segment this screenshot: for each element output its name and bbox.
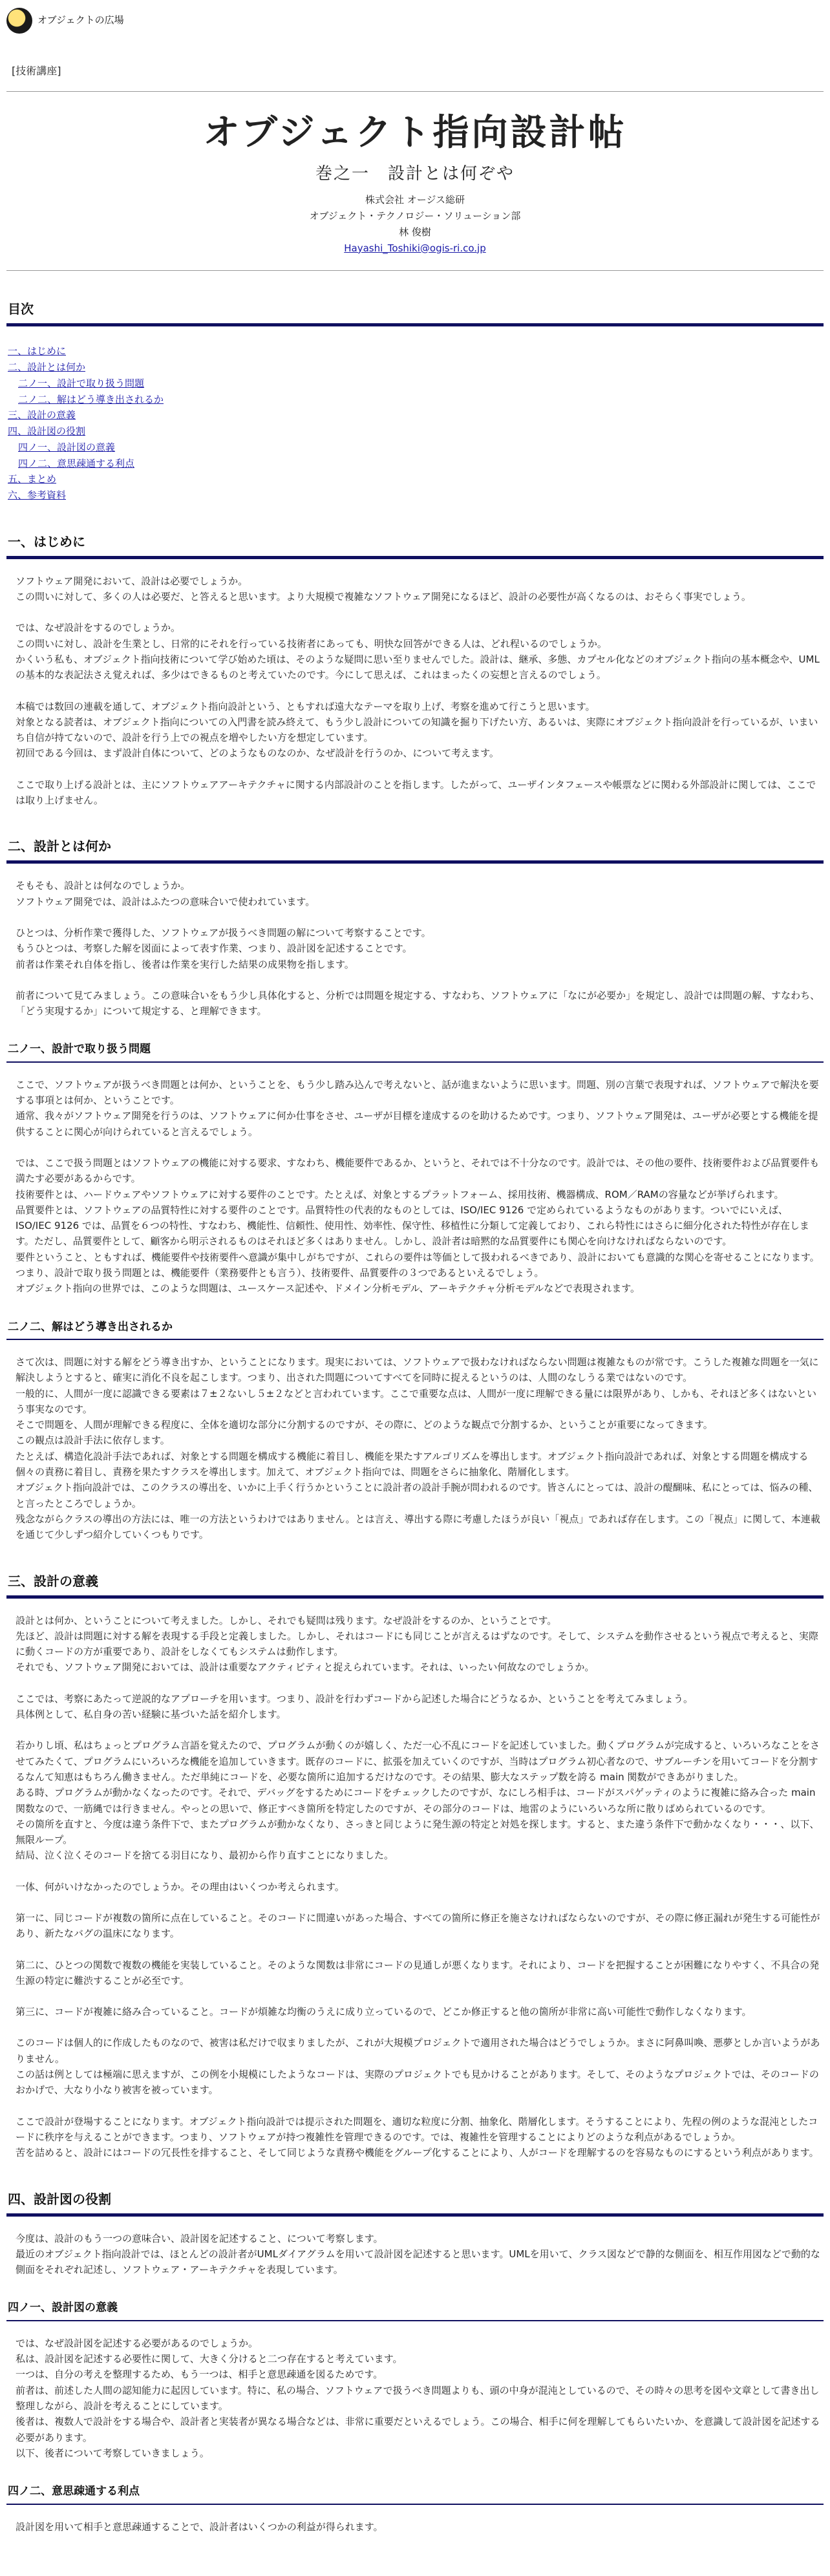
table-of-contents [8,343,824,504]
paragraph: 設計図を用いて相手と意思疎通することで、設計者はいくつかの利益が得られます。 [16,2520,383,2533]
section-content [16,1354,821,1543]
paragraph: では、なぜ設計をするのでしょうか。 この問いに対し、設計を生業とし、日常的にそれを行っている技術者にあっても、明快な回答ができる人は、どれ程いるのでしょうか。 かくいう私も、オブジェクト指向技術について学び始めた頃は、そのような疑問に思い至りませんでした。設計は、継承、多態、カプセル化などのオブジェクト指向の基本概念や、UMLの基本的な表記法さえ覚えれば、多少はできるものと考えていたのです。今にして思えば、これはまったくの妄想と言えるのでしょう。 [16,622,820,681]
section-content [16,1613,821,2161]
paragraph: 第一に、同じコードが複数の箇所に点在していること。そのコードに間違いがあった場合、すべての箇所に修正を施さなければならないのですが、その際に修正漏れが発生する可能性があり、新たなバグの温床になります。 [16,1911,820,1940]
author-email-link[interactable]: Hayashi_Toshiki@ogis-ri.co.jp [344,242,486,254]
site-header [0,0,830,39]
toc-link[interactable]: 六、参考資料 [8,489,67,502]
toc-link[interactable]: 四、設計図の役割 [8,425,86,438]
paragraph: ここで設計が登場することになります。オブジェクト指向設計では提示された問題を、適切な粒度に分割、抽象化、階層化します。そうすることにより、先程の例のような混沌としたコードに秩序を与えることができます。つまり、ソフトウェアが持つ複雑性を管理できるのです。では、複雑性を管理することによりどのような利点があるでしょうか。 苦を詰めると、設計にはコードの冗長性を排すること、そして同じような責務や機能をグループ化することにより、人がコードを理解するのを容易なものにするという利点があります。 [16,2115,819,2159]
toc-heading: 目次 [6,299,824,326]
page-title: オブジェクト指向設計帖 [203,111,627,154]
category-label: [技術講座] [12,65,61,77]
toc-link[interactable]: 三、設計の意義 [8,409,76,421]
divider [6,270,824,271]
paragraph: 若かりし頃、私はちょっとプログラム言語を覚えたので、プログラムが動くのが嬉しく、ただ一心不乱にコードを記述していました。動くプログラムが完成すると、いろいろなことをさせてみたくて、プログラムにいろいろな機能を追加していきます。既存のコードに、拡張を加えていくのですが、当時はプログラム初心者なので、サブルーチンを用いてコードを分割するなんて知恵はもちろん働きません。ただ単純にコードを、必要な箇所に追加するだけなのです。その結果、膨大なステップ数を誇る main 関数ができあがりました。 ある時、プログラムが動かなくなったのです。それで、デバッグをするためにコードをチェックしたのですが、なにしろ相手は、コードがスパゲッティのように複雑に絡み合った main 関数なので、一筋縄では行きません。やっとの思いで、修正すべき箇所を特定したのですが、その部分のコードは、地雷のようにいろいろな所に散りばめられているのです。 その箇所を直すと、今度は違う条件下で、またプログラムが動かなくなり、さっきと同じように発生源の特定と対処を探します。すると、また違う条件下で動かなくなり・・・、以下、無限ループ。 結局、泣く泣くそのコードを捨てる羽目になり、最初から作り直すことになりました。 [16,1740,820,1862]
subsection-heading: 二ノ二、解はどう導き出されるか [6,1319,824,1340]
paragraph: ひとつは、分析作業で獲得した、ソフトウェアが扱うべき問題の解について考察することです。 もうひとつは、考察した解を図面によって表す作業、つまり、設計図を記述することです。 前者は作業それ自体を指し、後者は作業を実行した結果の成果物を指します。 [16,926,431,970]
subsection-heading: 四ノ二、意思疎通する利点 [6,2483,824,2504]
toc-link[interactable]: 四ノ二、意思疎通する利点 [18,457,135,469]
section-heading: 二、設計とは何か [6,836,824,864]
company-name: 株式会社 オージス総研 [365,194,465,206]
paragraph: 設計とは何か、ということについて考えました。しかし、それでも疑問は残ります。なぜ設計をするのか、ということです。 先ほど、設計は問題に対する解を表現する手段と定義しました。しかし、それはコードにも同じことが言えるはずなのです。そして、システムを動作させるという視点で考えると、実際に動くコードの方が重要であり、設計をしなくてもシステムは動作します。 それでも、ソフトウェア開発においては、設計は重要なアクティビティと捉えられています。それは、いったい何故なのでしょうか。 [16,1614,819,1674]
paragraph: 今度は、設計のもう一つの意味合い、設計図を記述すること、について考察します。 最近のオブジェクト指向設計では、ほとんどの設計者がUMLダイアグラムを用いて設計図を記述すると思います。UMLを用いて、クラス図などで静的な側面を、相互作用図などで動的な側面をそれぞれ記述し、ソフトウェア・アーキテクチャを表現しています。 [16,2232,820,2276]
section-content [16,2336,821,2461]
paragraph: そもそも、設計とは何なのでしょうか。 ソフトウェア開発では、設計はふたつの意味合いで使われています。 [16,880,315,908]
department-name: オブジェクト・テクノロジー・ソリューション部 [309,210,521,222]
section-content [16,573,821,809]
toc-link[interactable]: 二ノ一、設計で取り扱う問題 [18,377,145,389]
section-content [16,878,821,1019]
subsection-heading: 二ノ一、設計で取り扱う問題 [6,1041,824,1062]
author-name: 林 俊樹 [399,226,431,238]
paragraph: では、ここで扱う問題とはソフトウェアの機能に対する要求、すなわち、機能要件であるか、というと、それでは不十分なのです。設計では、その他の要件、技術要件および品質要件も満たす必要があるからです。 技術要件とは、ハードウェアやソフトウェアに対する要件のことです。たとえば、対象とするプラットフォーム、採用技術、機器構成、ROM／RAMの容量などが挙げられます。 品質要件とは、ソフトウェアの品質特性に対する要件のことです。品質特性の代表的なものとしては、ISO/IEC 9126 で定められているようなものがあります。ついでにいえば、ISO/IEC 9126 では、品質を６つの特性、すなわち、機能性、信頼性、使用性、効率性、保守性、移植性に分類して定義しており、これら特性にはさらに細分化された特性が存在します。ただし、品質要件として、顧客から明示されるものはそれほど多くはありません。しかし、設計者は暗黙的な品質要件にも関心を向けなければならないのです。 要件ということ、ともすれば、機能要件や技術要件へ意識が集中しがちですが、これらの要件は等価として扱われるべきであり、設計においても意識的な関心を寄せることになります。 つまり、設計で取り扱う問題とは、機能要件（業務要件とも言う）、技術要件、品質要件の３つであるといえるでしょう。 オブジェクト指向の世界では、このような問題は、ユースケース記述や、ドメイン分析モデル、アーキテクチャ分析モデルなどで表現されます。 [16,1156,820,1295]
paragraph: 第二に、ひとつの関数で複数の機能を実装していること。そのような関数は非常にコードの見通しが悪くなります。それにより、コードを把握することが困難になりやすく、不具合の発生源の特定に難渋することが必至です。 [16,1959,820,1986]
article-body [0,532,830,2535]
toc-link[interactable]: 一、はじめに [8,345,67,357]
section-content [16,1077,821,1297]
toc-link[interactable]: 四ノ一、設計図の意義 [18,441,116,453]
paragraph: このコードは個人的に作成したものなので、被害は私だけで収まりましたが、これが大規模プロジェクトで適用された場合はどうでしょうか。まさに阿鼻叫喚、悪夢としか言いようがありません。 この話は例としては極端に思えますが、この例を小規模にしたようなコードは、実際のプロジェクトでも見かけることがあります。そして、そのようなプロジェクトでは、そのコードのおかげで、大なり小なり被害を被っています。 [16,2037,820,2096]
toc-link[interactable]: 二、設計とは何か [8,361,86,374]
toc-link[interactable]: 五、まとめ [8,473,57,485]
paragraph: ここでは、考察にあたって逆説的なアプローチを用います。つまり、設計を行わずコードから記述した場合にどうなるか、ということを考えてみましょう。 具体例として、私自身の苦い経験に基づいた話を紹介します。 [16,1692,694,1721]
paragraph: 第三に、コードが複雑に絡み合っていること。コードが煩雑な均衡のうえに成り立っているので、どこか修正すると他の箇所が非常に高い可能性で動作しなくなります。 [16,2006,752,2018]
section-heading: 一、はじめに [6,532,824,559]
section-heading: 四、設計図の役割 [6,2189,824,2217]
section-content [16,2231,821,2278]
paragraph: ここで取り上げる設計とは、主にソフトウェアアーキテクチャに関する内部設計のことを指します。したがって、ユーザインタフェースや帳票などに関わる外部設計に関しては、ここでは取り上げません。 [16,778,816,807]
paragraph: ここで、ソフトウェアが扱うべき問題とは何か、ということを、もう少し踏み込んで考えないと、話が進まないように思います。問題、別の言葉で表現すれば、ソフトウェアで解決を要する事項とは何か、ということです。 通常、我々がソフトウェア開発を行うのは、ソフトウェアに何か仕事をさせ、ユーザが目標を達成するのを助けるためです。つまり、ソフトウェア開発は、ユーザが必要とする機能を提供することに関心が向けられていると言えるでしょう。 [16,1078,819,1138]
toc-link[interactable]: 二ノ二、解はどう導き出されるか [18,393,164,405]
subsection-heading: 四ノ一、設計図の意義 [6,2299,824,2321]
paragraph: 一体、何がいけなかったのでしょうか。その理由はいくつか考えられます。 [16,1880,345,1893]
site-logo[interactable] [6,8,32,34]
section-content [16,2519,821,2535]
title-block [0,92,830,270]
paragraph: 本稿では数回の連載を通して、オブジェクト指向設計という、ともすれば遠大なテーマを取り上げ、考察を進めて行こうと思います。 対象となる読者は、オブジェクト指向についての入門書を読み終えて、もう少し設計についての知識を掘り下げたい方、あるいは、実際にオブジェクト指向設計を行っているが、いまいち自信が持てないので、設計を行う上での視点を増やしたい方を想定しています。 初回である今回は、まず設計自体について、どのようなものなのか、なぜ設計を行うのか、について考えます。 [16,700,818,760]
author-info [0,192,830,256]
paragraph: ソフトウェア開発において、設計は必要でしょうか。 この問いに対して、多くの人は必要だ、と答えると思います。より大規模で複雑なソフトウェア開発になるほど、設計の必要性が高くなるのは、おそらく事実でしょう。 [16,575,751,603]
section-heading: 三、設計の意義 [6,1571,824,1599]
paragraph: では、なぜ設計図を記述する必要があるのでしょうか。 私は、設計図を記述する必要性に関して、大きく分けると二つ存在すると考えています。 一つは、自分の考えを整理するため、もう一つは、相手と意思疎通を図るためです。 前者は、前述した人間の認知能力に起因しています。特に、私の場合、ソフトウェアで扱うべき問題よりも、頭の中身が混沌としているので、その時々の思考を図や文章として書き出し整理しながら、設計を考えることにしています。 後者は、複数人で設計をする場合や、設計者と実装者が異なる場合などは、非常に重要だといえるでしょう。この場合、相手に何を理解してもらいたいか、を意識して設計図を記述する必要があります。 以下、後者について考察していきましょう。 [16,2337,820,2459]
paragraph: さて次は、問題に対する解をどう導き出すか、ということになります。現実においては、ソフトウェアで扱わなければならない問題は複雑なものが常です。こうした複雑な問題を一気に解決しようとすると、確実に消化不良を起こします。つまり、出された問題についてすべてを同時に捉えるというのは、人間のなしうる業ではないのです。 一般的に、人間が一度に認識できる要素は７±２ないし５±２などと言われています。ここで重要な点は、人間が一度に理解できる量には限界があり、しかも、それほど多くはないという事実なのです。 そこで問題を、人間が理解できる程度に、全体を適切な部分に分割するのですが、その際に、どのような観点で分割するか、ということが重要になってきます。 この観点は設計手法に依存します。 たとえば、構造化設計手法であれば、対象とする問題を構成する機能に着目し、機能を果たすアルゴリズムを導出します。オブジェクト指向設計であれば、対象とする問題を構成する個々の責務に着目し、責務を果たすクラスを導出します。加えて、オブジェクト指向では、問題をさらに抽象化、階層化します。 オブジェクト指向設計では、このクラスの導出を、いかに上手く行うかということに設計者の設計手腕が問われるのです。皆さんにとっては、設計の醍醐味、私にとっては、悩みの種、と言ったところでしょうか。 残念ながらクラスの導出の方法には、唯一の方法というわけではありません。とは言え、導出する際に考慮したほうが良い「視点」であれば存在します。この「視点」に関して、本連載を通じて少しずつ紹介していくつもりです。 [16,1356,820,1541]
paragraph: 前者について見てみましょう。この意味合いをもう少し具体化すると、分析では問題を規定する、すなわち、ソフトウェアに「なにが必要か」を規定し、設計では問題の解、すなわち、「どう実現するか」について規定する、と理解できます。 [16,989,820,1017]
volume-title: 巻之一 設計とは何ぞや [315,164,515,184]
site-name[interactable]: オブジェクトの広場 [37,14,124,27]
